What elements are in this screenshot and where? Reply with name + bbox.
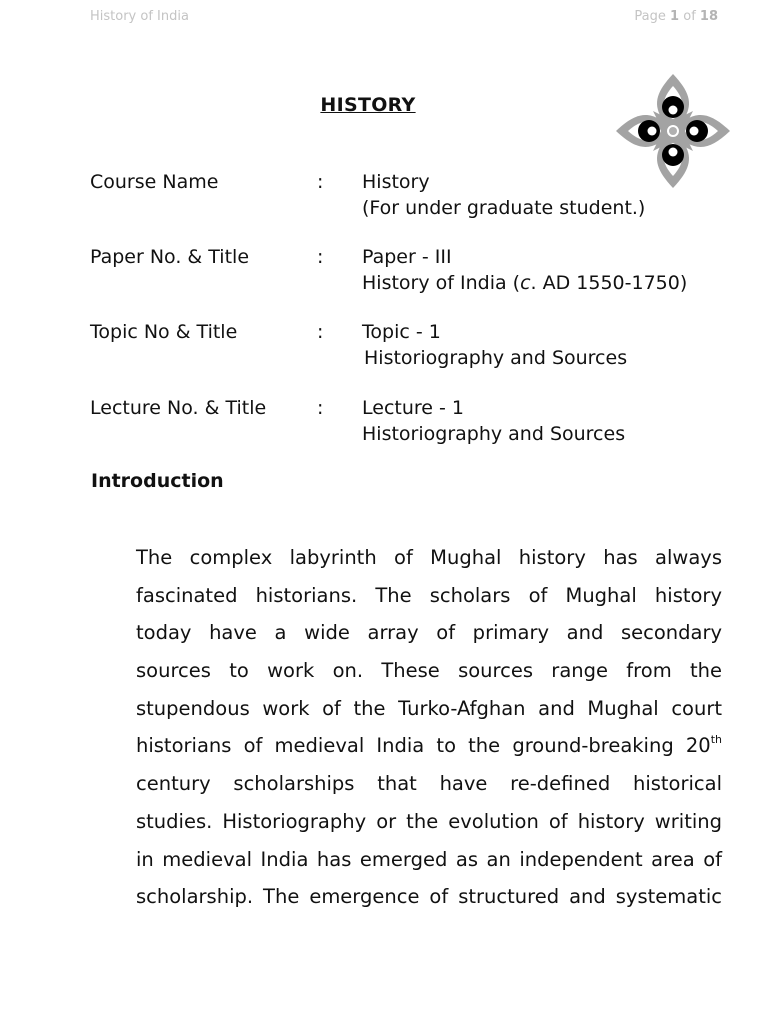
meta-topic-value-line2: Historiography and Sources xyxy=(364,347,628,369)
meta-paper-line2-pre: History of India ( xyxy=(362,272,521,294)
meta-topic-separator: : xyxy=(317,321,324,343)
page-of: of xyxy=(683,9,696,24)
meta-lecture-value-line2: Historiography and Sources xyxy=(362,423,626,445)
meta-topic-value-line1: Topic - 1 xyxy=(362,321,441,343)
paragraph-line: century scholarships that have re-defined historical xyxy=(136,772,722,796)
paragraph-line: studies. Historiography or the evolution of history writing xyxy=(136,809,722,833)
running-header xyxy=(90,9,718,27)
paragraph-line: scholarship. The emergence of structured and systematic xyxy=(136,885,722,909)
paragraph-line: stupendous work of the Turko-Afghan and Mughal court xyxy=(136,696,722,720)
meta-topic-label: Topic No & Title xyxy=(90,321,238,343)
ordinal-superscript: th xyxy=(710,733,722,747)
page-prefix: Page xyxy=(634,9,666,24)
meta-paper-separator: : xyxy=(317,246,324,268)
meta-paper-value-line1: Paper - III xyxy=(362,246,452,268)
meta-paper-line2-post: . AD 1550-1750) xyxy=(530,272,688,294)
meta-course-value-line1: History xyxy=(362,171,430,193)
page-total: 18 xyxy=(699,9,718,24)
paragraph-line-with-superscript xyxy=(136,727,722,765)
meta-course-value-line2: (For under graduate student.) xyxy=(362,197,646,219)
meta-paper-label: Paper No. & Title xyxy=(90,246,250,268)
page-current: 1 xyxy=(670,9,680,24)
page-indicator xyxy=(634,9,718,24)
document-title: HISTORY xyxy=(320,94,416,116)
meta-paper-value-line2 xyxy=(362,270,687,296)
paragraph-line: today have a wide array of primary and secondary xyxy=(136,621,722,645)
meta-paper-line2-italic: c xyxy=(520,272,531,294)
paragraph-line: fascinated historians. The scholars of Mughal history xyxy=(136,583,722,607)
meta-lecture-value xyxy=(362,395,625,447)
paragraph-line: in medieval India has emerged as an independent area of xyxy=(136,847,722,871)
meta-lecture-label: Lecture No. & Title xyxy=(90,397,267,419)
meta-lecture-value-line1: Lecture - 1 xyxy=(362,397,464,419)
meta-course-label: Course Name xyxy=(90,171,219,193)
introduction-heading: Introduction xyxy=(91,470,224,492)
header-document-title: History of India xyxy=(90,9,189,24)
meta-lecture-separator: : xyxy=(317,397,324,419)
meta-topic-value xyxy=(362,319,627,371)
paragraph-line-text: historians of medieval India to the ground-breaking 20 xyxy=(136,734,711,758)
paragraph-line: The complex labyrinth of Mughal history has always xyxy=(136,546,722,569)
meta-course-separator: : xyxy=(317,171,324,193)
meta-course-value xyxy=(362,169,645,221)
paragraph-line: sources to work on. These sources range from the xyxy=(136,659,722,683)
introduction-paragraph xyxy=(136,539,722,916)
meta-paper-value xyxy=(362,244,687,296)
